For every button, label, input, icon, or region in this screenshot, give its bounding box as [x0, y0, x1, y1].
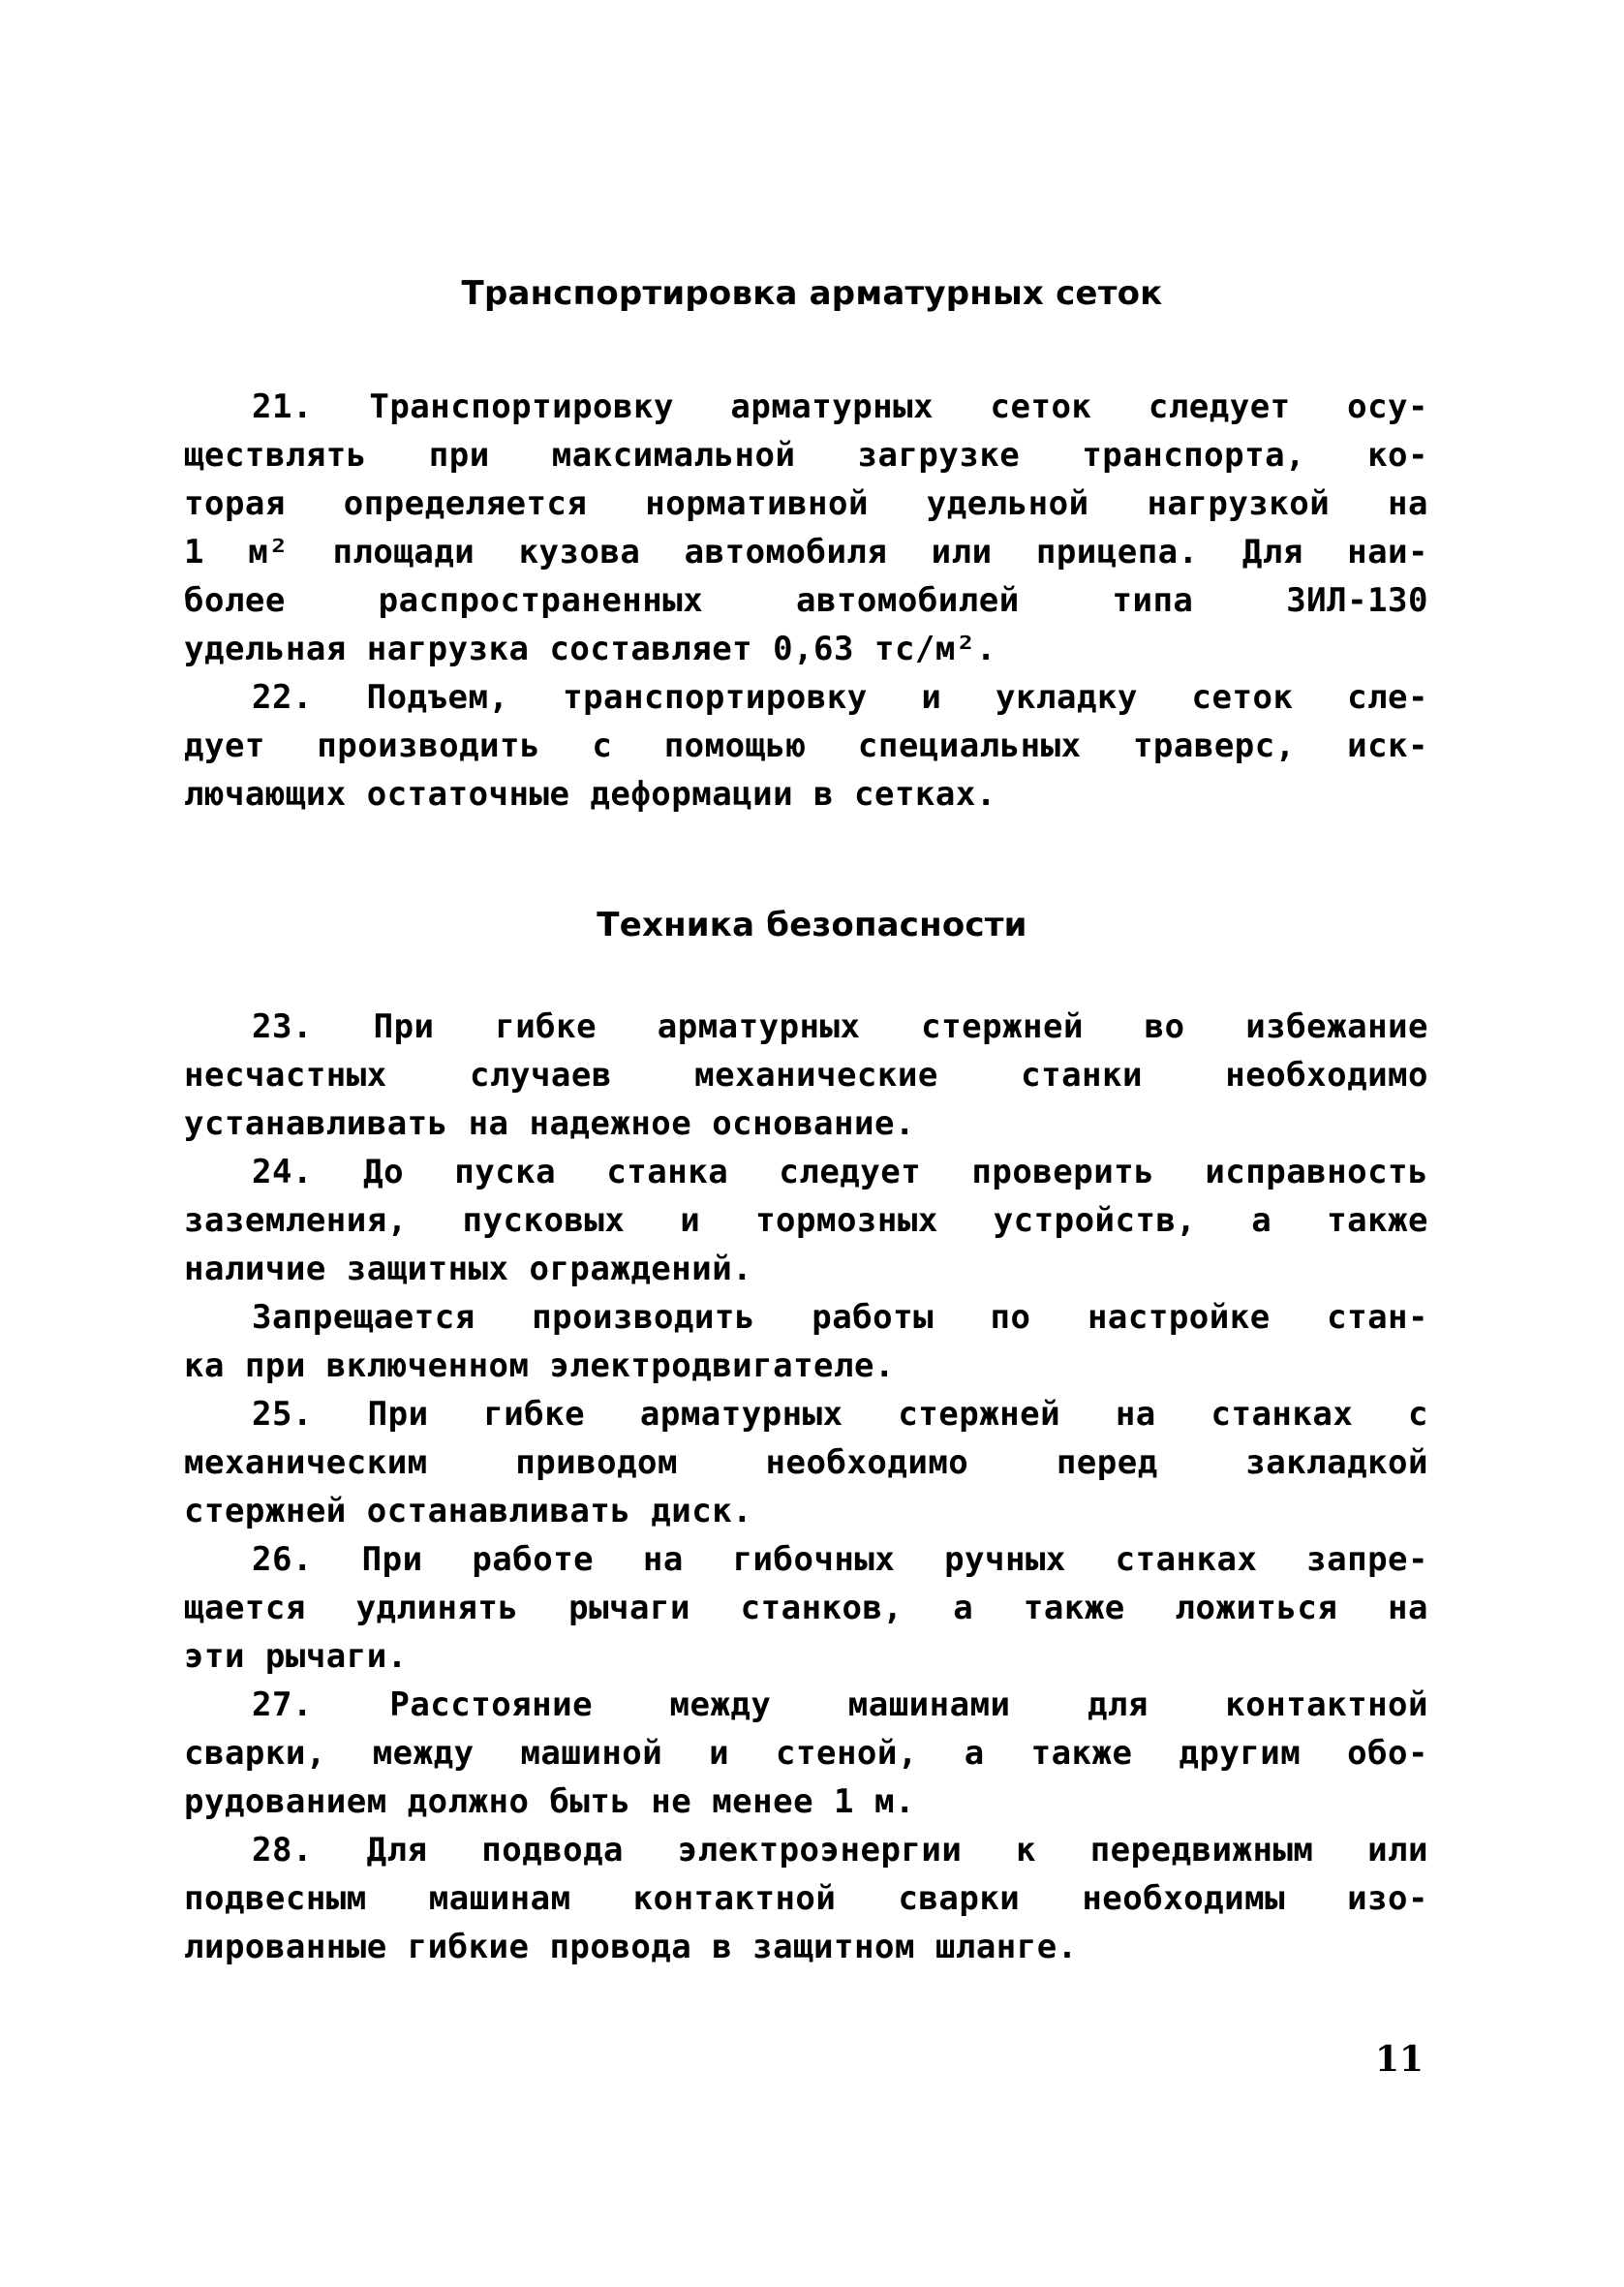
- paragraph-line: дует производить с помощью специальных траверс, иск-: [184, 726, 1428, 765]
- paragraph-line: стержней останавливать диск.: [184, 1492, 753, 1530]
- paragraph-line: механическим приводом необходимо перед закладкой: [184, 1443, 1428, 1482]
- paragraph-line: лючающих остаточные деформации в сетках.: [184, 775, 996, 814]
- paragraph-line: устанавливать на надежное основание.: [184, 1104, 915, 1143]
- paragraph-line: ществлять при максимальной загрузке транспорта, ко-: [184, 436, 1428, 475]
- paragraph-line: несчастных случаев механические станки необходимо: [184, 1056, 1428, 1095]
- section-body-safety: [184, 1003, 1428, 1971]
- page-number: 11: [1375, 2039, 1425, 2080]
- paragraph-line: 26. При работе на гибочных ручных станках запре-: [252, 1540, 1428, 1579]
- paragraph-line: эти рычаги.: [184, 1637, 408, 1676]
- paragraph-line: более распространенных автомобилей типа ЗИЛ-130: [184, 581, 1428, 620]
- paragraph-line: ка при включенном электродвигателе.: [184, 1346, 895, 1385]
- paragraph-line: торая определяется нормативной удельной нагрузкой на: [184, 484, 1428, 523]
- paragraph-line: рудованием должно быть не менее 1 м.: [184, 1782, 915, 1821]
- paragraph-line: 1 м² площади кузова автомобиля или прицепа. Для наи-: [184, 533, 1428, 572]
- paragraph-line: подвесным машинам контактной сварки необходимы изо-: [184, 1879, 1428, 1918]
- paragraph-line: сварки, между машиной и стеной, а также другим обо-: [184, 1734, 1428, 1773]
- paragraph-line: наличие защитных ограждений.: [184, 1250, 753, 1288]
- paragraph-line: 25. При гибке арматурных стержней на станках с: [252, 1395, 1428, 1434]
- section-body-transport: [184, 383, 1428, 819]
- paragraph-line: 22. Подъем, транспортировку и укладку сеток сле-: [252, 678, 1428, 717]
- paragraph-line: 28. Для подвода электроэнергии к передвижным или: [252, 1831, 1428, 1870]
- paragraph-line: заземления, пусковых и тормозных устройств, а также: [184, 1201, 1428, 1240]
- paragraph-line: 24. До пуска станка следует проверить исправность: [252, 1153, 1428, 1191]
- paragraph-line: 21. Транспортировку арматурных сеток следует осу-: [252, 387, 1428, 426]
- section-heading-safety: Техника безопасности: [597, 906, 1027, 944]
- paragraph-line: 23. При гибке арматурных стержней во избежание: [252, 1007, 1428, 1046]
- paragraph-line: 27. Расстояние между машинами для контактной: [252, 1685, 1428, 1724]
- paragraph-line: щается удлинять рычаги станков, а также ложиться на: [184, 1589, 1428, 1627]
- paragraph-line: удельная нагрузка составляет 0,63 тс/м².: [184, 630, 996, 668]
- section-heading-transport: Транспортировка арматурных сеток: [461, 274, 1163, 313]
- paragraph-line: Запрещается производить работы по настройке стан-: [252, 1298, 1428, 1337]
- paragraph-line: лированные гибкие провода в защитном шланге.: [184, 1928, 1078, 1966]
